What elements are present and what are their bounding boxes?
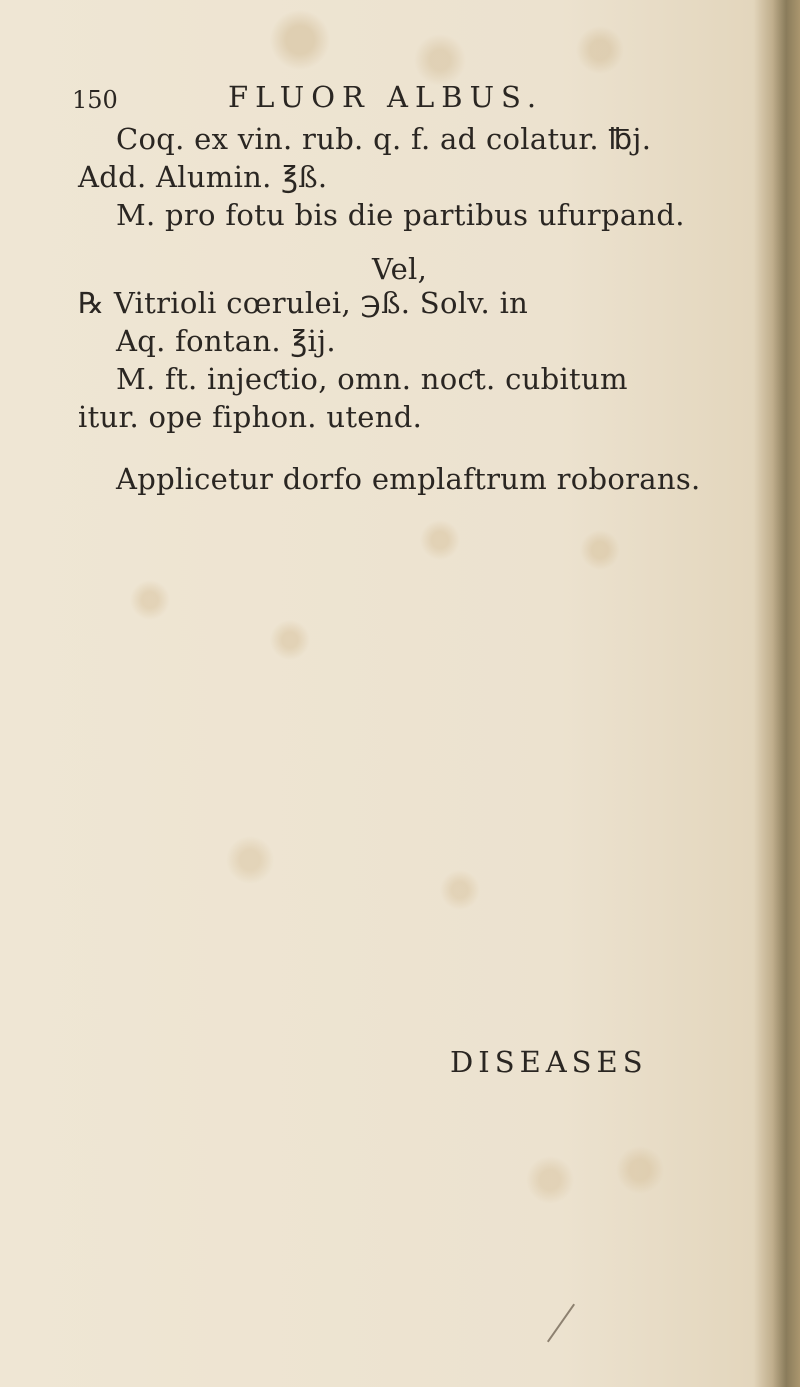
recipe-one-line-3: M. pro fotu bis die partibus ufurpand. [116, 198, 685, 232]
recipe-one-line-1: Coq. ex vin. rub. q. f. ad colatur. ℔j. [116, 122, 652, 156]
ink-mark [547, 1304, 575, 1343]
recipe-two-line-1: ℞ Vitrioli cœrulei, ℈ß. Solv. in [78, 286, 529, 320]
page-number: 150 [72, 86, 118, 114]
separator-vel: Vel, [372, 252, 428, 286]
running-title: FLUOR ALBUS. [228, 80, 544, 114]
catchword: DISEASES [450, 1045, 648, 1079]
instruction-line: Applicetur dorfo emplaftrum roborans. [116, 462, 701, 496]
recipe-two-line-2: Aq. fontan. ℥ij. [116, 324, 336, 358]
recipe-one-line-2: Add. Alumin. ℥ß. [78, 160, 328, 194]
recipe-two-line-3: M. ft. injeƈtio, omn. noƈt. cubitum [116, 362, 628, 396]
recipe-two-line-4: itur. ope fiphon. utend. [78, 400, 423, 434]
page-edge-shadow [754, 0, 800, 1387]
